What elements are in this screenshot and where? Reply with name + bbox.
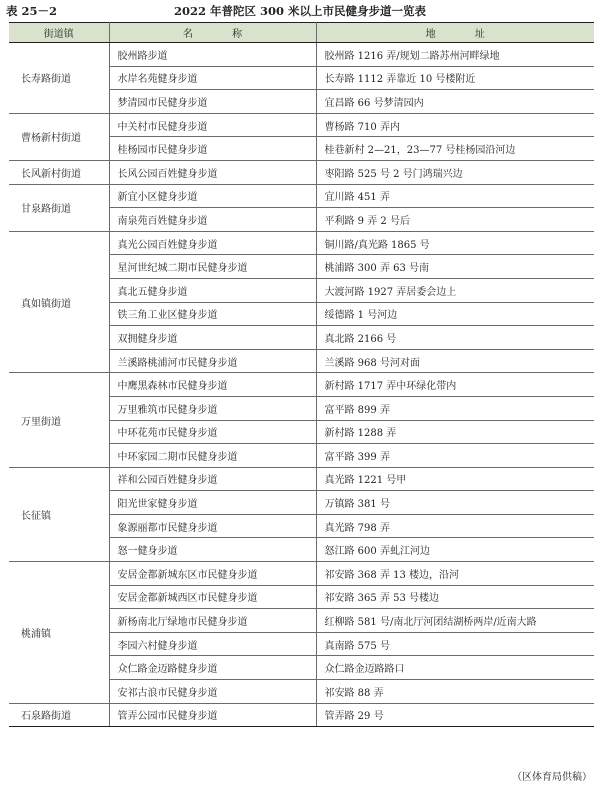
trail-name-cell: 梦清园市民健身步道 <box>109 90 316 114</box>
trail-name-cell: 众仁路金迈路健身步道 <box>109 656 316 680</box>
trail-address-cell: 胶州路 1216 弄/规划二路苏州河畔绿地 <box>316 43 594 67</box>
trail-name-cell: 长风公园百姓健身步道 <box>109 160 316 184</box>
trail-name-cell: 管弄公园市民健身步道 <box>109 703 316 727</box>
trail-address-cell: 怒江路 600 弄虬江河边 <box>316 538 594 562</box>
trail-address-cell: 祁安路 365 弄 53 号楼边 <box>316 585 594 609</box>
trail-address-cell: 众仁路金迈路路口 <box>316 656 594 680</box>
trail-address-cell: 宜川路 451 弄 <box>316 184 594 208</box>
trail-address-cell: 新村路 1288 弄 <box>316 420 594 444</box>
table-caption <box>6 3 594 21</box>
street-cell: 石泉路街道 <box>9 703 109 727</box>
trail-address-cell: 绥德路 1 号河边 <box>316 302 594 326</box>
header-address: 地 址 <box>316 23 594 43</box>
trail-name-cell: 水岸名苑健身步道 <box>109 66 316 90</box>
trail-address-cell: 富平路 399 弄 <box>316 444 594 468</box>
trail-address-cell: 新村路 1717 弄中环绿化带内 <box>316 373 594 397</box>
header-street: 街道镇 <box>9 23 109 43</box>
trail-name-cell: 兰溪路桃浦河市民健身步道 <box>109 349 316 373</box>
trail-address-cell: 管弄路 29 号 <box>316 703 594 727</box>
trail-address-cell: 长寿路 1112 弄靠近 10 号楼附近 <box>316 66 594 90</box>
source-note: （区体育局供稿） <box>512 772 592 783</box>
trail-address-cell: 桃浦路 300 弄 63 号南 <box>316 255 594 279</box>
trail-name-cell: 桂杨园市民健身步道 <box>109 137 316 161</box>
trail-name-cell: 新杨南北厅绿地市民健身步道 <box>109 609 316 633</box>
trail-name-cell: 祥和公园百姓健身步道 <box>109 467 316 491</box>
street-cell: 真如镇街道 <box>9 231 109 373</box>
table-row <box>9 113 594 137</box>
trail-name-cell: 新宜小区健身步道 <box>109 184 316 208</box>
table-row <box>9 43 594 67</box>
table-row <box>9 703 594 727</box>
trail-name-cell: 象源丽都市民健身步道 <box>109 514 316 538</box>
trail-name-cell: 星河世纪城二期市民健身步道 <box>109 255 316 279</box>
trail-address-cell: 铜川路/真光路 1865 号 <box>316 231 594 255</box>
trail-address-cell: 兰溪路 968 号河对面 <box>316 349 594 373</box>
table-title: 2022 年普陀区 300 米以上市民健身步道一览表 <box>173 4 427 18</box>
street-cell: 万里街道 <box>9 373 109 467</box>
table-row <box>9 160 594 184</box>
table-header-row <box>9 23 594 43</box>
table-row <box>9 231 594 255</box>
trail-name-cell: 安居金都新城西区市民健身步道 <box>109 585 316 609</box>
street-cell: 长风新村街道 <box>9 160 109 184</box>
trail-name-cell: 安居金都新城东区市民健身步道 <box>109 562 316 586</box>
header-name: 名 称 <box>109 23 316 43</box>
table-row <box>9 562 594 586</box>
trail-address-cell: 大渡河路 1927 弄居委会边上 <box>316 278 594 302</box>
trail-address-cell: 枣阳路 525 号 2 号门鸿瑞兴边 <box>316 160 594 184</box>
trail-name-cell: 真北五健身步道 <box>109 278 316 302</box>
street-cell: 长征镇 <box>9 467 109 561</box>
street-cell: 长寿路街道 <box>9 43 109 114</box>
trail-name-cell: 中关村市民健身步道 <box>109 113 316 137</box>
trail-name-cell: 铁三角工业区健身步道 <box>109 302 316 326</box>
trail-name-cell: 南泉苑百姓健身步道 <box>109 208 316 232</box>
trail-address-cell: 真光路 798 弄 <box>316 514 594 538</box>
table-row <box>9 373 594 397</box>
trail-address-cell: 平利路 9 弄 2 号后 <box>316 208 594 232</box>
street-cell: 桃浦镇 <box>9 562 109 704</box>
street-cell: 曹杨新村街道 <box>9 113 109 160</box>
trail-name-cell: 双拥健身步道 <box>109 326 316 350</box>
trail-address-cell: 万镇路 381 号 <box>316 491 594 515</box>
fitness-trail-table <box>9 22 594 727</box>
trail-address-cell: 祁安路 368 弄 13 楼边，沿河 <box>316 562 594 586</box>
trail-address-cell: 真南路 575 号 <box>316 632 594 656</box>
street-cell: 甘泉路街道 <box>9 184 109 231</box>
trail-name-cell: 胶州路步道 <box>109 43 316 67</box>
table-row <box>9 184 594 208</box>
trail-address-cell: 红柳路 581 号/南北厅河团结湖桥两岸/近南大路 <box>316 609 594 633</box>
trail-name-cell: 阳光世家健身步道 <box>109 491 316 515</box>
trail-address-cell: 富平路 899 弄 <box>316 396 594 420</box>
trail-name-cell: 中鹰黑森林市民健身步道 <box>109 373 316 397</box>
trail-name-cell: 李园六村健身步道 <box>109 632 316 656</box>
trail-address-cell: 真北路 2166 号 <box>316 326 594 350</box>
table-row <box>9 467 594 491</box>
trail-name-cell: 中环花苑市民健身步道 <box>109 420 316 444</box>
table-body <box>9 43 594 727</box>
table-number: 表 25－2 <box>6 4 58 18</box>
trail-address-cell: 祁安路 88 弄 <box>316 680 594 704</box>
trail-name-cell: 中环家园二期市民健身步道 <box>109 444 316 468</box>
trail-name-cell: 真光公园百姓健身步道 <box>109 231 316 255</box>
trail-address-cell: 桂巷新村 2—21，23—77 号桂杨园沿河边 <box>316 137 594 161</box>
trail-name-cell: 安祁古浪市民健身步道 <box>109 680 316 704</box>
trail-name-cell: 怒一健身步道 <box>109 538 316 562</box>
trail-address-cell: 曹杨路 710 弄内 <box>316 113 594 137</box>
trail-name-cell: 万里雅筑市民健身步道 <box>109 396 316 420</box>
trail-address-cell: 真光路 1221 号甲 <box>316 467 594 491</box>
trail-address-cell: 宜昌路 66 号梦清园内 <box>316 90 594 114</box>
